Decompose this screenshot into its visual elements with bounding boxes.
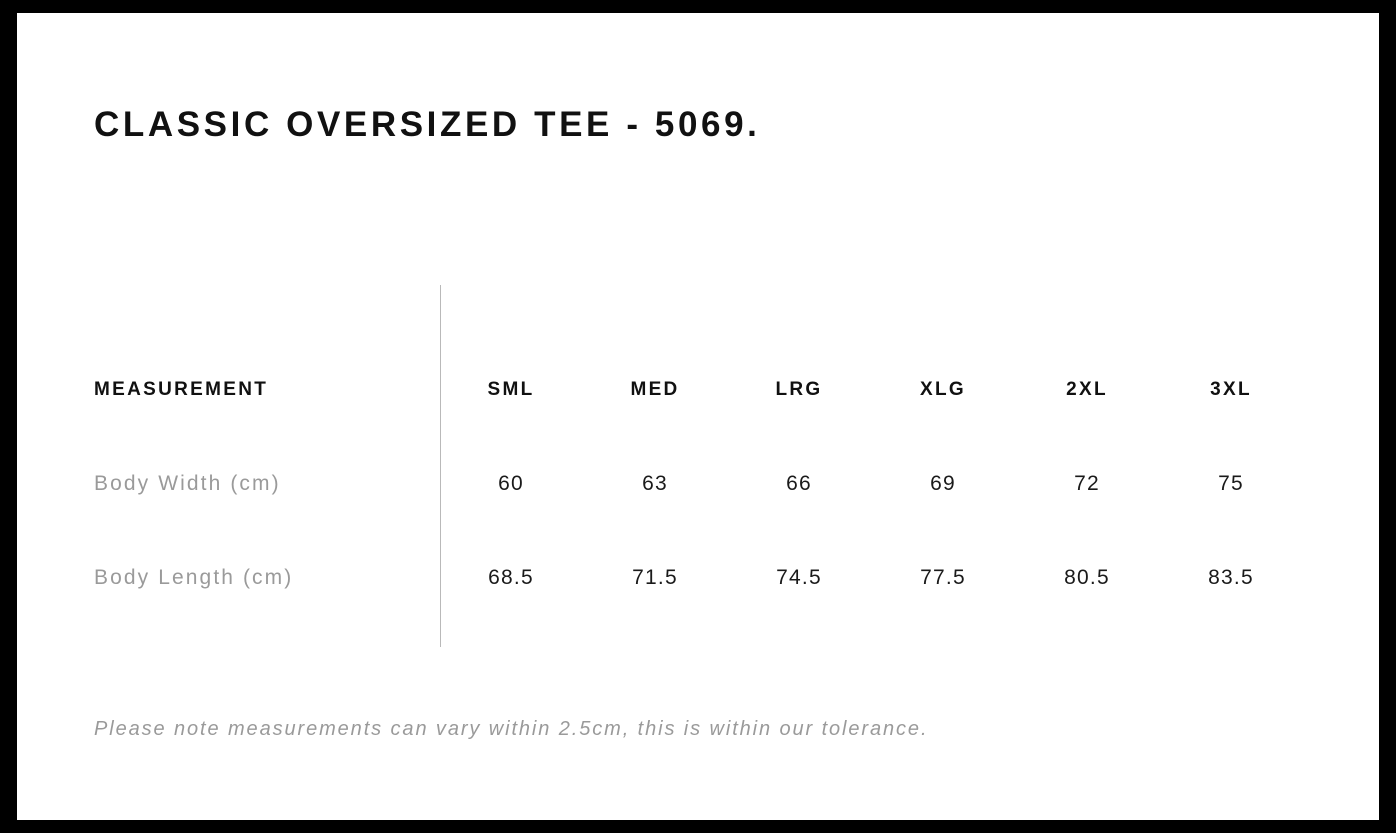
- tolerance-note: Please note measurements can vary within 2.5cm, this is within our tolerance.: [94, 718, 929, 740]
- cell-body-width-lrg: 66: [786, 472, 812, 495]
- cell-body-length-sml: 68.5: [488, 566, 534, 589]
- row-label-body-length: Body Length (cm): [94, 566, 294, 589]
- column-header-2xl: 2XL: [1066, 379, 1108, 400]
- column-header-3xl: 3XL: [1210, 379, 1252, 400]
- table-row: [94, 531, 1303, 625]
- cell-body-length-xlg: 77.5: [920, 566, 966, 589]
- column-header-measurement: MEASUREMENT: [94, 379, 269, 400]
- column-header-med: MED: [630, 379, 680, 400]
- cell-body-width-xlg: 69: [930, 472, 956, 495]
- column-header-lrg: LRG: [775, 379, 823, 400]
- cell-body-length-med: 71.5: [632, 566, 678, 589]
- column-header-xlg: XLG: [920, 379, 966, 400]
- cell-body-length-2xl: 80.5: [1064, 566, 1110, 589]
- table-header-row: [94, 343, 1303, 437]
- cell-body-width-med: 63: [642, 472, 668, 495]
- size-table-container: [17, 13, 1379, 820]
- cell-body-length-lrg: 74.5: [776, 566, 822, 589]
- table-row: [94, 437, 1303, 531]
- cell-body-width-sml: 60: [498, 472, 524, 495]
- column-header-sml: SML: [487, 379, 535, 400]
- row-label-body-width: Body Width (cm): [94, 472, 281, 495]
- cell-body-width-3xl: 75: [1218, 472, 1244, 495]
- cell-body-width-2xl: 72: [1074, 472, 1100, 495]
- cell-body-length-3xl: 83.5: [1208, 566, 1254, 589]
- size-chart-page: [17, 13, 1379, 820]
- page-title: CLASSIC OVERSIZED TEE - 5069.: [94, 105, 761, 144]
- size-table: [94, 343, 1303, 625]
